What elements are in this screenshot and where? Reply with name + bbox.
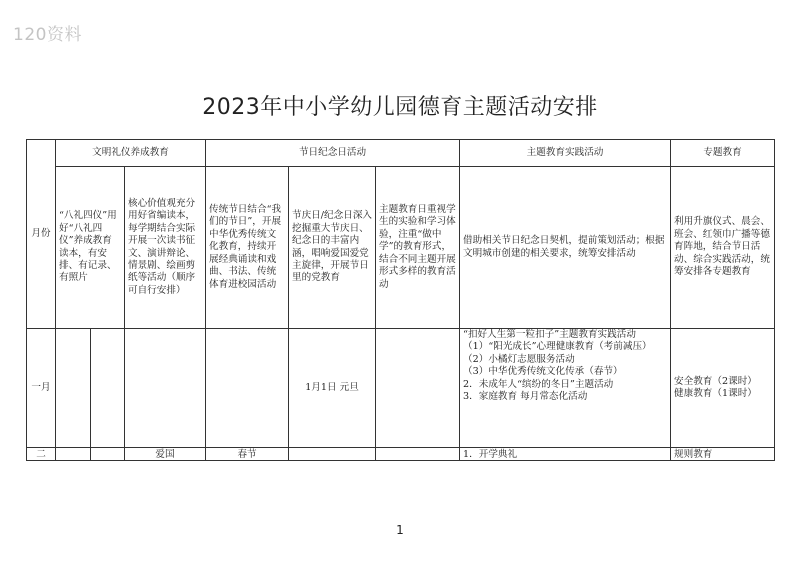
special-cell: [671, 329, 775, 448]
month-cell: 二: [27, 448, 56, 461]
festival-cell-traditional: 春节: [206, 448, 289, 461]
practice-line: 2．未成年人“缤纷的冬日”主题活动: [463, 378, 614, 390]
desc-commemoration-day: 节庆日/纪念日深入挖掘重大节庆日、纪念日的丰富内涵，唱响爱国爱党主旋律，开展节日里的党教育: [289, 167, 376, 329]
desc-practice: 借助相关节日纪念日契机，提前策划活动；根据文明城市创建的相关要求，统筹安排活动: [460, 167, 671, 329]
table-row: [27, 448, 775, 461]
watermark: 120资料: [13, 25, 82, 45]
schedule-table: [26, 139, 775, 461]
practice-line: “扣好人生第一粒扣子”主题教育实践活动: [463, 329, 636, 340]
festival-cell-commemoration: 1月1日 元旦: [289, 329, 376, 448]
page-number: 1: [396, 523, 404, 537]
group-festival: 节日纪念日活动: [206, 140, 460, 167]
description-row: [27, 167, 775, 329]
practice-line: 3．家庭教育 每月常态化活动: [463, 391, 588, 403]
page-title: 2023年中小学幼儿园德育主题活动安排: [202, 95, 598, 120]
month-cell: 一月: [27, 329, 56, 448]
desc-etiquette-core-values: 核心价值观充分用好省编读本，每学期结合实际开展一次读书征文、演讲辩论、情景剧、绘画剪纸等活动（顺序可自行安排）: [125, 167, 206, 329]
table-row: [27, 329, 775, 448]
desc-traditional-festival: 传统节日结合“我们的节日”，开展中华优秀传统文化教育，持续开展经典诵读和戏曲、书法、传统体育进校园活动: [206, 167, 289, 329]
etiquette-cell-b: [91, 329, 125, 448]
festival-cell-traditional: [206, 329, 289, 448]
group-etiquette: 文明礼仪养成教育: [56, 140, 206, 167]
practice-cell: [460, 329, 671, 448]
special-cell: 规则教育: [671, 448, 775, 461]
header-row: [27, 140, 775, 167]
desc-theme-education-day: 主题教育日重视学生的实验和学习体验，注重“做中学”的教育形式，结合不同主题开展形式多样的教育活动: [376, 167, 460, 329]
practice-line: （2）小橘灯志愿服务活动: [463, 353, 575, 365]
etiquette-cell-c: 爱国: [125, 448, 206, 461]
desc-etiquette-bali: “八礼四仪”用好“八礼四仪”养成教育读本，有安排、有记录、有照片: [56, 167, 125, 329]
festival-cell-theme-day: [376, 329, 460, 448]
special-line: 健康教育（1课时）: [674, 388, 757, 399]
etiquette-cell-b: [91, 448, 125, 461]
desc-special: 利用升旗仪式、晨会、班会、红领巾广播等德育阵地，结合节日活动、综合实践活动，统筹安排各专题教育: [671, 167, 775, 329]
etiquette-cell-a: [56, 448, 91, 461]
etiquette-cell-a: [56, 329, 91, 448]
special-line: 安全教育（2课时）: [674, 375, 757, 387]
festival-cell-commemoration: [289, 448, 376, 461]
festival-cell-theme-day: [376, 448, 460, 461]
month-header: 月份: [27, 140, 56, 329]
group-practice: 主题教育实践活动: [460, 140, 671, 167]
etiquette-cell-c: [125, 329, 206, 448]
practice-line: （1）“阳光成长”心理健康教育（考前减压）: [463, 341, 652, 353]
practice-cell: 1．开学典礼: [460, 448, 671, 461]
group-special: 专题教育: [671, 140, 775, 167]
practice-line: （3）中华优秀传统文化传承（春节）: [463, 366, 623, 378]
